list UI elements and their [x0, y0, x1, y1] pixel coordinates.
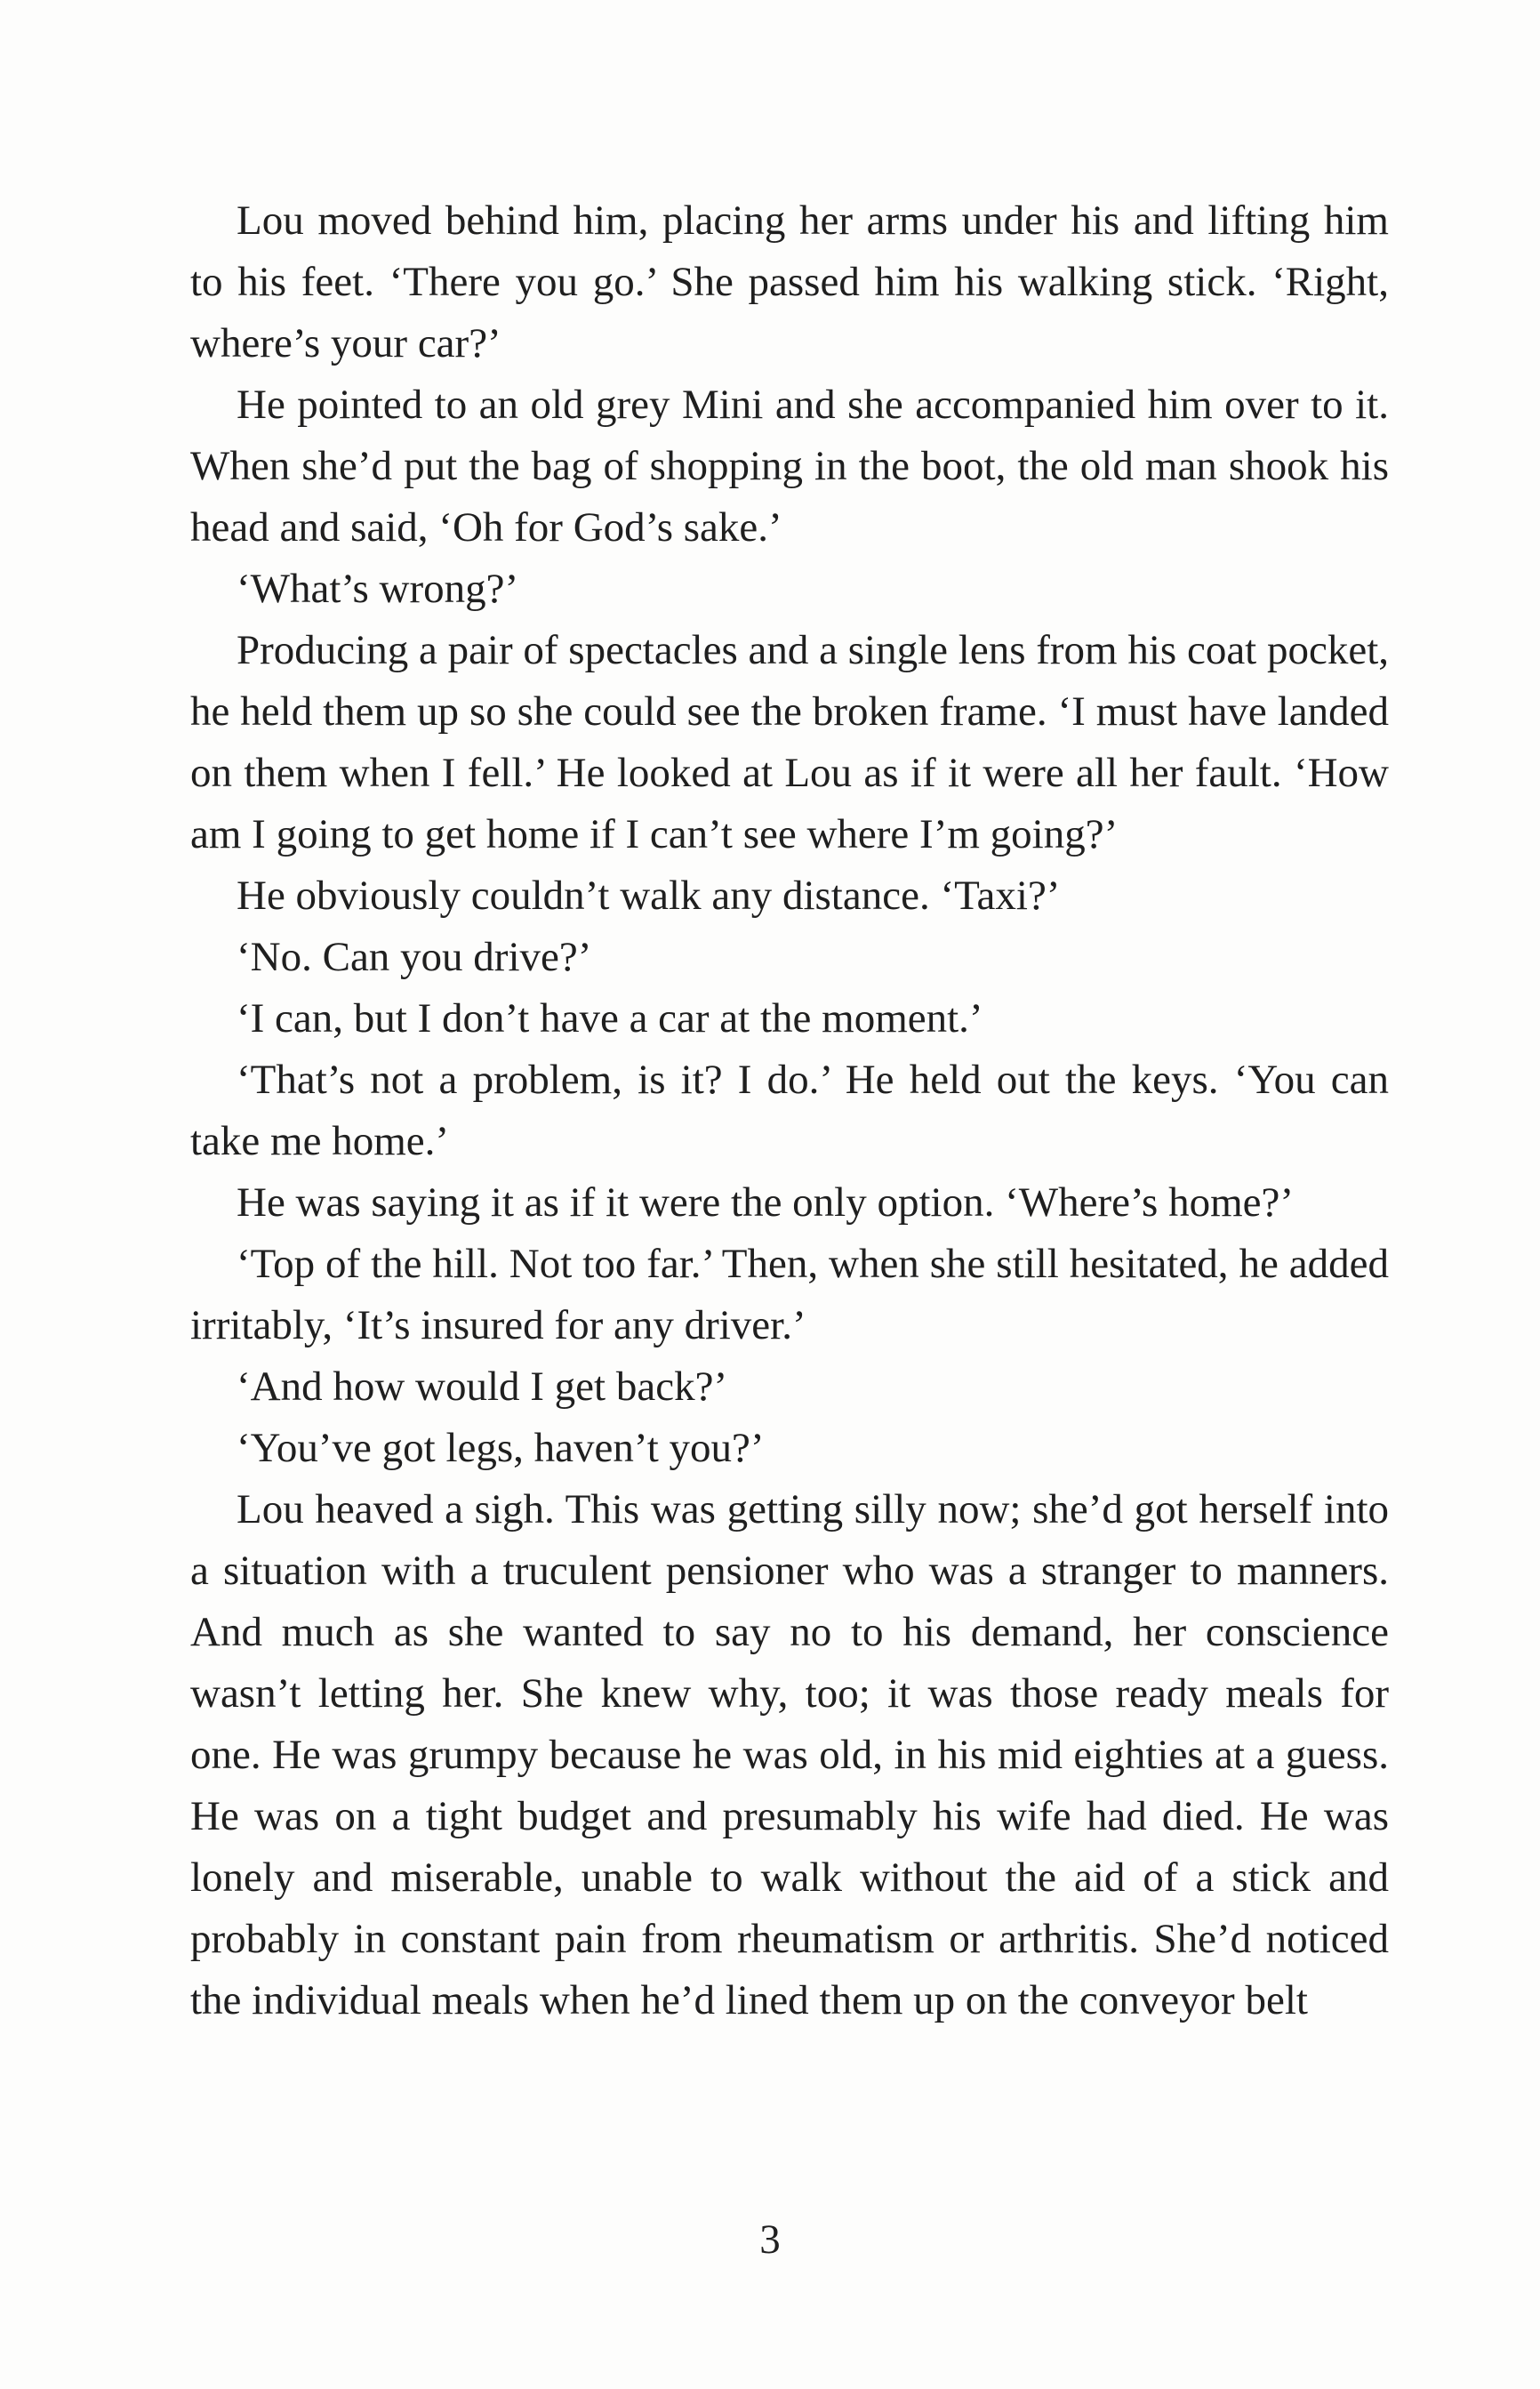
paragraph: He obviously couldn’t walk any distance. ‘Taxi?’ [237, 873, 1061, 919]
paragraph: Lou moved behind him, placing her arms under his and lifting him to his feet. ‘There you go.’ She passed him his walking stick. ‘Right, where’s your car?’ [190, 197, 1389, 366]
paragraph: ‘I can, but I don’t have a car at the moment.’ [237, 995, 983, 1042]
page-number: 3 [759, 2216, 781, 2263]
paragraph: ‘And how would I get back?’ [237, 1363, 728, 1410]
paragraph: ‘What’s wrong?’ [237, 566, 519, 612]
paragraph: ‘Top of the hill. Not too far.’ Then, when she still hesitated, he added irritably, ‘It’s insured for any driver.’ [190, 1241, 1389, 1348]
paragraph: He pointed to an old grey Mini and she accompanied him over to it. When she’d put the bag of shopping in the boot, the old man shook his head and said, ‘Oh for God’s sake.’ [190, 382, 1389, 551]
paragraph: ‘No. Can you drive?’ [237, 934, 592, 980]
body-text [190, 190, 1389, 2031]
paragraph: Producing a pair of spectacles and a single lens from his coat pocket, he held them up so she could see the broken frame. ‘I must have landed on them when I fell.’ He looked at Lou as if it were all her fault. ‘How am I going to get home if I can’t see where I’m going?’ [190, 627, 1390, 857]
paragraph: ‘You’ve got legs, haven’t you?’ [237, 1425, 765, 1471]
paragraph: Lou heaved a sigh. This was getting silly now; she’d got herself into a situation with a truculent pensioner who was a stranger to manners. And much as she wanted to say no to his demand, her conscience wasn’t letting her. She knew why, too; it was those ready meals for one. He was grumpy because he was old, in his mid eighties at a guess. He was on a tight budget and presumably his wife had died. He was lonely and miserable, unable to walk without the aid of a stick and probably in constant pain from rheumatism or arthritis. She’d noticed the individual meals when he’d lined them up on the conveyor belt [190, 1486, 1389, 2023]
paragraph: He was saying it as if it were the only option. ‘Where’s home?’ [237, 1179, 1295, 1226]
paragraph: ‘That’s not a problem, is it? I do.’ He held out the keys. ‘You can take me home.’ [190, 1057, 1389, 1164]
